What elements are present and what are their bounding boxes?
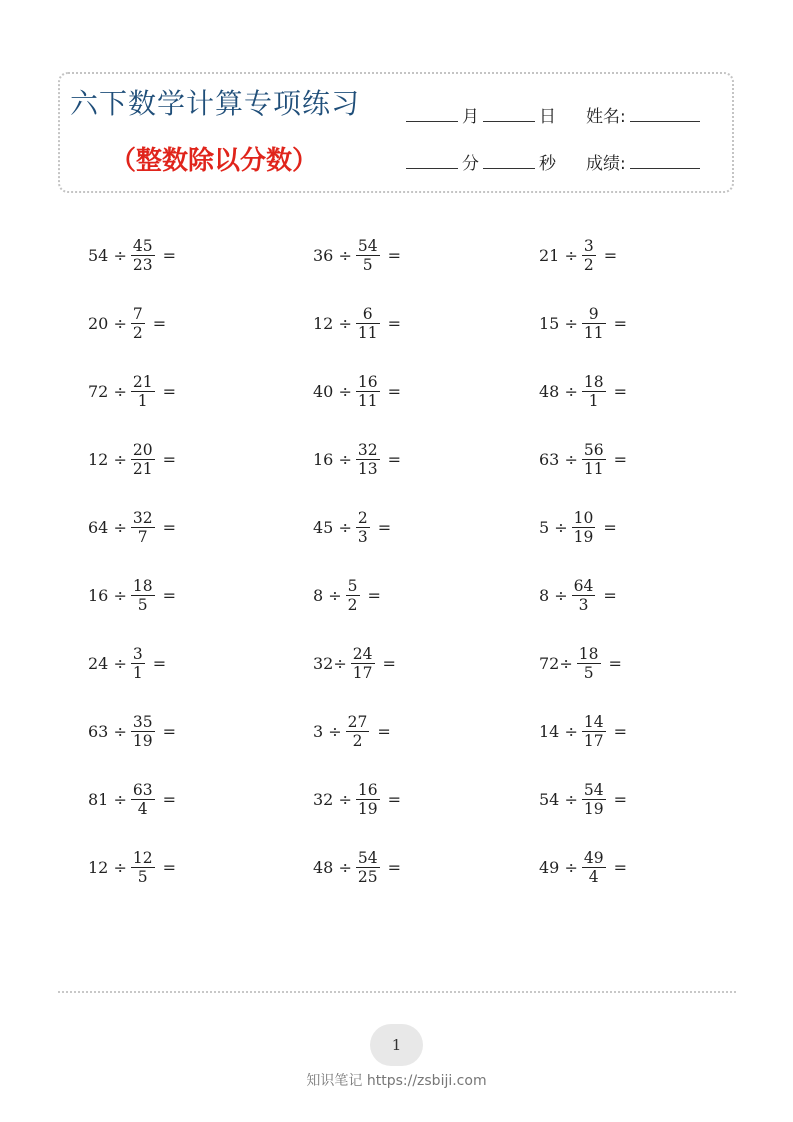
dividend-operator: 72 ÷ bbox=[88, 381, 127, 401]
dividend-operator: 54 ÷ bbox=[539, 789, 578, 809]
equals-sign: = bbox=[387, 789, 401, 809]
equals-sign: = bbox=[377, 517, 392, 537]
fraction bbox=[356, 509, 370, 546]
fraction bbox=[131, 849, 155, 886]
problem-item bbox=[313, 777, 405, 821]
equals-sign: = bbox=[367, 585, 381, 605]
dividend-operator: 72÷ bbox=[539, 653, 573, 673]
denominator: 4 bbox=[137, 799, 148, 818]
equals-sign: = bbox=[387, 245, 401, 265]
equals-sign: = bbox=[608, 653, 622, 673]
numerator: 21 bbox=[132, 372, 153, 391]
dividend-operator: 3 ÷ bbox=[313, 721, 342, 741]
dividend-operator: 14 ÷ bbox=[539, 721, 578, 741]
dividend-operator: 48 ÷ bbox=[313, 857, 352, 877]
denominator: 5 bbox=[362, 255, 373, 274]
numerator: 14 bbox=[583, 712, 604, 731]
dividend-operator: 32 ÷ bbox=[313, 789, 352, 809]
denominator: 17 bbox=[352, 663, 373, 682]
numerator: 2 bbox=[357, 508, 368, 527]
denominator: 2 bbox=[352, 731, 363, 750]
denominator: 2 bbox=[583, 255, 594, 274]
fraction bbox=[582, 305, 606, 342]
dividend-operator: 36 ÷ bbox=[313, 245, 352, 265]
dividend-operator: 8 ÷ bbox=[313, 585, 342, 605]
name-label: 姓名: bbox=[586, 107, 626, 127]
day-label: 日 bbox=[539, 107, 556, 127]
footer-text: 知识笔记 https://zsbiji.com bbox=[306, 1073, 487, 1089]
fraction bbox=[356, 373, 380, 410]
fraction bbox=[351, 645, 375, 682]
problem-item bbox=[88, 573, 180, 617]
problem-item bbox=[539, 369, 631, 413]
denominator: 11 bbox=[357, 323, 378, 342]
denominator: 7 bbox=[137, 527, 148, 546]
minute-label: 分 bbox=[462, 154, 479, 174]
dividend-operator: 63 ÷ bbox=[88, 721, 127, 741]
equals-sign: = bbox=[162, 381, 176, 401]
fraction bbox=[356, 781, 380, 818]
equals-sign: = bbox=[387, 449, 401, 469]
problem-item bbox=[539, 233, 621, 277]
denominator: 3 bbox=[357, 527, 368, 546]
problem-item bbox=[539, 573, 621, 617]
problem-item bbox=[88, 369, 180, 413]
denominator: 3 bbox=[578, 595, 589, 614]
equals-sign: = bbox=[613, 449, 627, 469]
equals-sign: = bbox=[613, 721, 627, 741]
equals-sign: = bbox=[387, 313, 401, 333]
numerator: 45 bbox=[132, 236, 153, 255]
numerator: 5 bbox=[347, 576, 358, 595]
numerator: 3 bbox=[132, 644, 143, 663]
denominator: 25 bbox=[357, 867, 378, 886]
problem-item bbox=[313, 845, 405, 889]
numerator: 6 bbox=[362, 304, 373, 323]
dividend-operator: 81 ÷ bbox=[88, 789, 127, 809]
denominator: 19 bbox=[132, 731, 153, 750]
numerator: 54 bbox=[583, 780, 604, 799]
fraction bbox=[131, 305, 145, 342]
numerator: 24 bbox=[352, 644, 373, 663]
denominator: 5 bbox=[137, 867, 148, 886]
denominator: 1 bbox=[137, 391, 148, 410]
page-title: 六下数学计算专项练习 bbox=[70, 87, 361, 120]
equals-sign: = bbox=[387, 857, 401, 877]
problem-item bbox=[313, 641, 400, 685]
equals-sign: = bbox=[162, 721, 176, 741]
equals-sign: = bbox=[613, 789, 627, 809]
numerator: 3 bbox=[583, 236, 594, 255]
problem-item bbox=[313, 369, 405, 413]
second-label: 秒 bbox=[539, 154, 556, 174]
month-label: 月 bbox=[462, 107, 479, 127]
problem-item bbox=[88, 301, 170, 345]
problem-item bbox=[88, 505, 180, 549]
dividend-operator: 16 ÷ bbox=[88, 585, 127, 605]
fraction bbox=[577, 645, 601, 682]
denominator: 11 bbox=[357, 391, 378, 410]
problem-item bbox=[313, 233, 405, 277]
fraction bbox=[582, 849, 606, 886]
problem-item bbox=[539, 709, 631, 753]
numerator: 7 bbox=[132, 304, 143, 323]
denominator: 21 bbox=[132, 459, 153, 478]
problem-item bbox=[539, 301, 631, 345]
fraction bbox=[356, 849, 380, 886]
equals-sign: = bbox=[387, 381, 401, 401]
denominator: 17 bbox=[583, 731, 604, 750]
fraction bbox=[572, 509, 596, 546]
numerator: 16 bbox=[357, 372, 378, 391]
fraction bbox=[572, 577, 596, 614]
page-number: 1 bbox=[370, 1024, 423, 1066]
numerator: 18 bbox=[583, 372, 604, 391]
problem-item bbox=[313, 301, 405, 345]
equals-sign: = bbox=[162, 245, 176, 265]
footer-divider bbox=[58, 991, 736, 993]
dividend-operator: 32÷ bbox=[313, 653, 347, 673]
fraction bbox=[131, 509, 155, 546]
equals-sign: = bbox=[162, 449, 176, 469]
fraction bbox=[356, 237, 380, 274]
numerator: 35 bbox=[132, 712, 153, 731]
numerator: 32 bbox=[132, 508, 153, 527]
problem-item bbox=[539, 505, 621, 549]
equals-sign: = bbox=[162, 585, 176, 605]
numerator: 16 bbox=[357, 780, 378, 799]
equals-sign: = bbox=[377, 721, 391, 741]
problem-item bbox=[88, 709, 180, 753]
fraction bbox=[131, 577, 155, 614]
problem-item bbox=[539, 437, 631, 481]
fraction bbox=[131, 645, 145, 682]
fraction bbox=[356, 305, 380, 342]
fraction bbox=[582, 237, 596, 274]
problem-item bbox=[88, 845, 180, 889]
fraction bbox=[131, 713, 155, 750]
numerator: 54 bbox=[357, 236, 378, 255]
fraction bbox=[346, 577, 360, 614]
fraction bbox=[356, 441, 380, 478]
denominator: 5 bbox=[137, 595, 148, 614]
dividend-operator: 45 ÷ bbox=[313, 517, 352, 537]
denominator: 11 bbox=[583, 459, 604, 478]
numerator: 10 bbox=[573, 508, 594, 527]
fraction bbox=[131, 373, 155, 410]
denominator: 23 bbox=[132, 255, 153, 274]
equals-sign: = bbox=[603, 245, 618, 265]
equals-sign: = bbox=[152, 313, 167, 333]
problem-item bbox=[88, 777, 180, 821]
fraction bbox=[131, 781, 155, 818]
equals-sign: = bbox=[603, 585, 617, 605]
dividend-operator: 12 ÷ bbox=[88, 857, 127, 877]
fraction bbox=[582, 373, 606, 410]
numerator: 63 bbox=[132, 780, 153, 799]
numerator: 20 bbox=[132, 440, 153, 459]
denominator: 4 bbox=[588, 867, 599, 886]
equals-sign: = bbox=[613, 857, 627, 877]
numerator: 49 bbox=[583, 848, 604, 867]
denominator: 19 bbox=[357, 799, 378, 818]
denominator: 2 bbox=[132, 323, 143, 342]
problem-item bbox=[313, 709, 395, 753]
dividend-operator: 16 ÷ bbox=[313, 449, 352, 469]
dividend-operator: 12 ÷ bbox=[313, 313, 352, 333]
problem-item bbox=[539, 641, 626, 685]
denominator: 19 bbox=[583, 799, 604, 818]
denominator: 11 bbox=[583, 323, 604, 342]
dividend-operator: 49 ÷ bbox=[539, 857, 578, 877]
dividend-operator: 8 ÷ bbox=[539, 585, 568, 605]
equals-sign: = bbox=[613, 381, 627, 401]
page-subtitle: （整数除以分数） bbox=[110, 146, 319, 176]
fraction bbox=[582, 781, 606, 818]
denominator: 1 bbox=[588, 391, 599, 410]
fraction bbox=[582, 441, 606, 478]
dividend-operator: 48 ÷ bbox=[539, 381, 578, 401]
score-label: 成绩: bbox=[586, 154, 626, 174]
problem-item bbox=[313, 505, 395, 549]
denominator: 2 bbox=[347, 595, 358, 614]
equals-sign: = bbox=[603, 517, 617, 537]
problem-item bbox=[88, 233, 180, 277]
numerator: 9 bbox=[588, 304, 599, 323]
numerator: 18 bbox=[578, 644, 599, 663]
denominator: 13 bbox=[357, 459, 378, 478]
problem-item bbox=[539, 845, 631, 889]
numerator: 12 bbox=[132, 848, 153, 867]
problem-item bbox=[88, 437, 180, 481]
dividend-operator: 63 ÷ bbox=[539, 449, 578, 469]
fraction bbox=[346, 713, 370, 750]
numerator: 56 bbox=[583, 440, 604, 459]
numerator: 64 bbox=[573, 576, 594, 595]
dividend-operator: 15 ÷ bbox=[539, 313, 578, 333]
equals-sign: = bbox=[162, 857, 176, 877]
equals-sign: = bbox=[152, 653, 167, 673]
denominator: 5 bbox=[583, 663, 594, 682]
dividend-operator: 12 ÷ bbox=[88, 449, 127, 469]
dividend-operator: 64 ÷ bbox=[88, 517, 127, 537]
problem-item bbox=[313, 573, 385, 617]
equals-sign: = bbox=[162, 789, 176, 809]
dividend-operator: 20 ÷ bbox=[88, 313, 127, 333]
equals-sign: = bbox=[382, 653, 396, 673]
dividend-operator: 21 ÷ bbox=[539, 245, 578, 265]
problem-item bbox=[88, 641, 170, 685]
fraction bbox=[582, 713, 606, 750]
dividend-operator: 40 ÷ bbox=[313, 381, 352, 401]
dividend-operator: 5 ÷ bbox=[539, 517, 568, 537]
dividend-operator: 54 ÷ bbox=[88, 245, 127, 265]
numerator: 32 bbox=[357, 440, 378, 459]
numerator: 27 bbox=[347, 712, 368, 731]
fraction bbox=[131, 441, 155, 478]
fraction bbox=[131, 237, 155, 274]
problem-item bbox=[539, 777, 631, 821]
dividend-operator: 24 ÷ bbox=[88, 653, 127, 673]
problem-item bbox=[313, 437, 405, 481]
equals-sign: = bbox=[613, 313, 627, 333]
denominator: 1 bbox=[132, 663, 143, 682]
numerator: 54 bbox=[357, 848, 378, 867]
denominator: 19 bbox=[573, 527, 594, 546]
numerator: 18 bbox=[132, 576, 153, 595]
equals-sign: = bbox=[162, 517, 176, 537]
